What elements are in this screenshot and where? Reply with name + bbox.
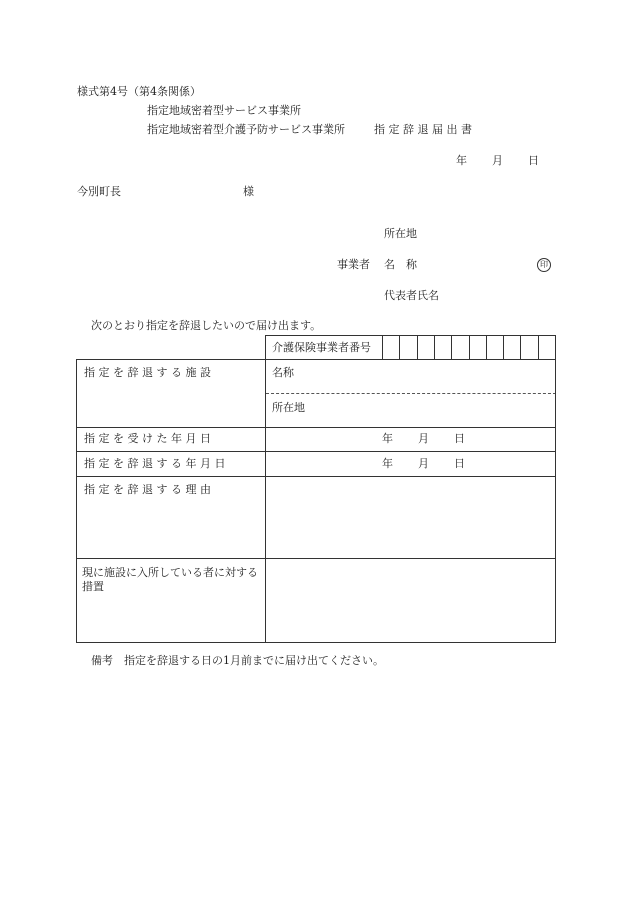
facility-address-label: 所在地 (272, 401, 305, 414)
provider-number-digit-box[interactable] (486, 335, 504, 359)
facility-label: 指 定 を 辞 退 す る 施 設 (84, 366, 211, 379)
designated-date-day: 日 (454, 432, 465, 445)
withdrawal-form-table (76, 335, 556, 643)
measures-label: 現に施設に入所している者に対する措置 (82, 566, 258, 593)
date-month: 月 (492, 154, 503, 167)
designated-date-year: 年 (382, 432, 393, 445)
date-day: 日 (528, 154, 539, 167)
withdrawal-date-day: 日 (454, 457, 465, 470)
provider-number-digit-box[interactable] (417, 335, 435, 359)
date-year: 年 (456, 154, 467, 167)
designated-date-label: 指 定 を 受 け た 年 月 日 (84, 432, 211, 445)
facility-name-label: 名称 (272, 366, 294, 379)
provider-number-digit-box[interactable] (520, 335, 538, 359)
provider-number-digit-box[interactable] (382, 335, 400, 359)
title-line-2: 指定地域密着型介護予防サービス事業所 (147, 123, 345, 136)
withdrawal-date-year: 年 (382, 457, 393, 470)
provider-number-digit-box[interactable] (469, 335, 487, 359)
honorific: 様 (243, 185, 254, 198)
provider-number-digit-box[interactable] (434, 335, 452, 359)
provider-number-digit-box[interactable] (538, 335, 556, 359)
note-text: 指定を辞退する日の1月前までに届け出てください。 (124, 654, 384, 667)
addressee: 今別町長 (77, 185, 121, 198)
applicant-representative-label: 代表者氏名 (384, 289, 439, 302)
withdrawal-date-label: 指 定 を 辞 退 す る 年 月 日 (84, 457, 226, 470)
applicant-business-label: 事業者 (337, 258, 370, 271)
document-title: 指 定 辞 退 届 出 書 (374, 123, 472, 136)
provider-number-digit-box[interactable] (399, 335, 417, 359)
title-line-1: 指定地域密着型サービス事業所 (147, 104, 301, 117)
provider-number-digit-box[interactable] (451, 335, 469, 359)
provider-number-label: 介護保険事業者番号 (272, 341, 371, 354)
intro-text: 次のとおり指定を辞退したいので届け出ます。 (91, 319, 322, 332)
form-number: 様式第4号（第4条関係） (77, 85, 201, 98)
note-label: 備考 (91, 654, 113, 667)
reason-label: 指 定 を 辞 退 す る 理 由 (84, 483, 211, 496)
applicant-address-label: 所在地 (384, 227, 417, 240)
provider-number-digit-box[interactable] (503, 335, 521, 359)
applicant-name-label: 名 称 (384, 258, 417, 271)
designated-date-month: 月 (418, 432, 429, 445)
withdrawal-date-month: 月 (418, 457, 429, 470)
seal-mark: 印 (537, 258, 551, 272)
